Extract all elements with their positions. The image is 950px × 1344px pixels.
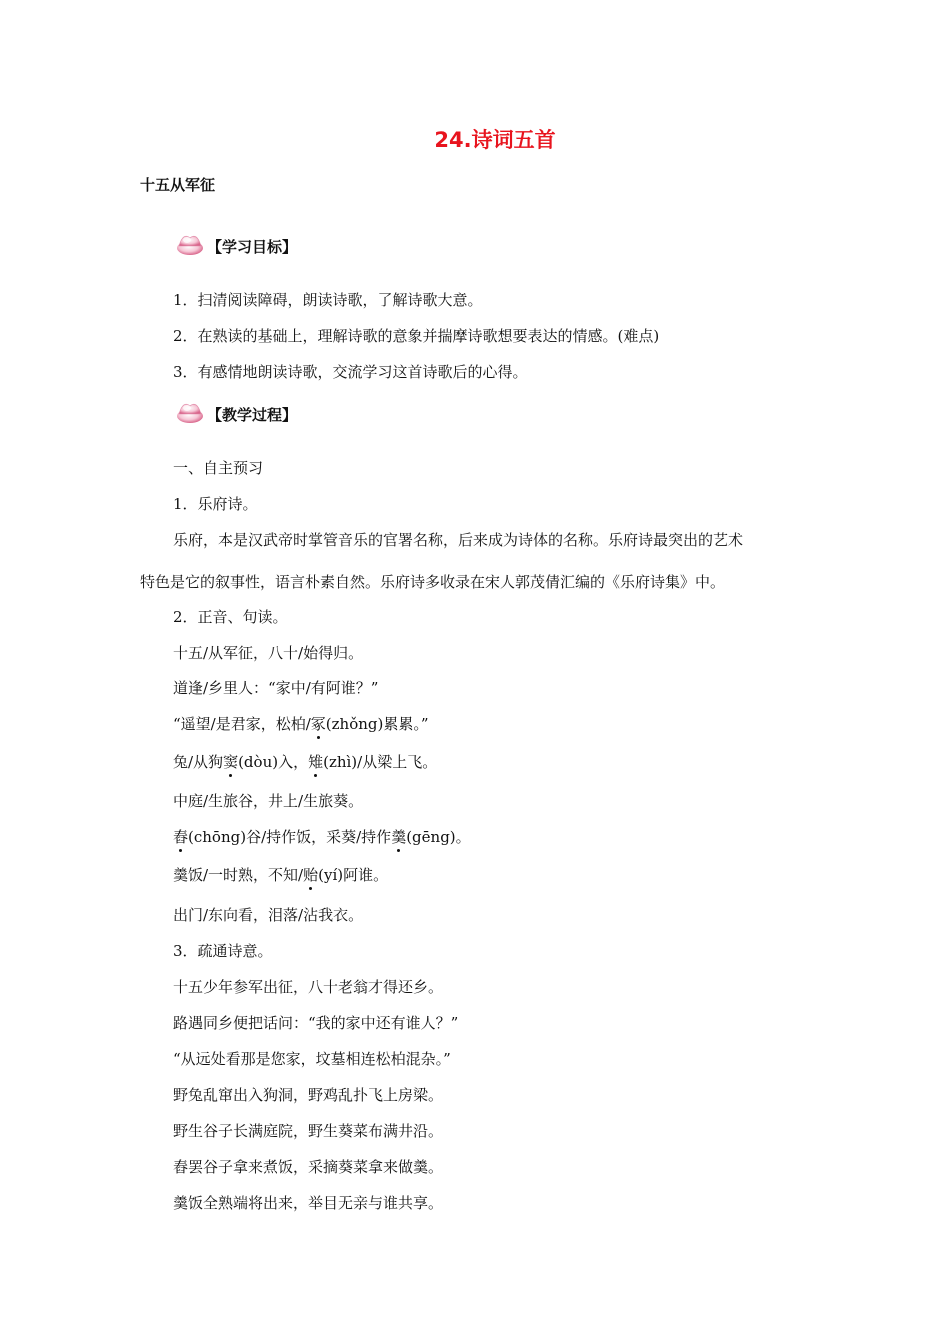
paragraph-line: 乐府，本是汉武帝时掌管音乐的官署名称，后来成为诗体的名称。乐府诗最突出的艺术: [173, 531, 744, 549]
reading-line: 出门/东向看，泪落/沾我衣。: [173, 906, 364, 924]
meaning-line: 野兔乱窜出入狗洞，野鸡乱扑飞上房梁。: [173, 1086, 444, 1104]
reading-line: 舂(chōng)谷/持作饭，采葵/持作羹(gēng)。: [173, 828, 471, 846]
meaning-line: 路遇同乡便把话问：“我的家中还有谁人？”: [173, 1014, 459, 1032]
reading-line: “遥望/是君家，松柏/冢(zhǒng)累累。”: [173, 715, 429, 733]
section-goals: [175, 228, 297, 258]
part-heading: 一、自主预习: [173, 459, 264, 477]
section-process: [175, 396, 297, 426]
reading-line: 十五/从军征，八十/始得归。: [173, 644, 364, 662]
reading-line: 道逢/乡里人：“家中/有阿谁？”: [173, 679, 379, 697]
meaning-line: 舂罢谷子拿来煮饭，采摘葵菜拿来做羹。: [173, 1158, 444, 1176]
poem-name: 十五从军征: [140, 176, 216, 194]
item-title: 2．正音、句读。: [173, 608, 288, 626]
meaning-line: 野生谷子长满庭院，野生葵菜布满井沿。: [173, 1122, 444, 1140]
goal-item: 3．有感情地朗读诗歌，交流学习这首诗歌后的心得。: [173, 363, 528, 381]
item-title: 1．乐府诗。: [173, 495, 258, 513]
goal-item: 2．在熟读的基础上，理解诗歌的意象并揣摩诗歌想要表达的情感。(难点): [173, 327, 660, 345]
meaning-line: “从远处看那是您家，坟墓相连松柏混杂。”: [173, 1050, 451, 1068]
item-title: 3．疏通诗意。: [173, 942, 273, 960]
lotus-icon: [175, 396, 205, 426]
reading-line: 兔/从狗窦(dòu)入，雉(zhì)/从梁上飞。: [173, 753, 438, 771]
lotus-icon: [175, 228, 205, 258]
goal-item: 1．扫清阅读障碍，朗读诗歌，了解诗歌大意。: [173, 291, 483, 309]
page-title: 24.诗词五首: [434, 128, 556, 152]
process-label: 【教学过程】: [207, 406, 298, 424]
goals-label: 【学习目标】: [207, 238, 298, 256]
reading-line: 中庭/生旅谷，井上/生旅葵。: [173, 792, 364, 810]
meaning-line: 羹饭全熟端将出来，举目无亲与谁共享。: [173, 1194, 444, 1212]
reading-line: 羹饭/一时熟，不知/贻(yí)阿谁。: [173, 866, 389, 884]
paragraph-line: 特色是它的叙事性，语言朴素自然。乐府诗多收录在宋人郭茂倩汇编的《乐府诗集》中。: [140, 573, 726, 591]
meaning-line: 十五少年参军出征，八十老翁才得还乡。: [173, 978, 444, 996]
